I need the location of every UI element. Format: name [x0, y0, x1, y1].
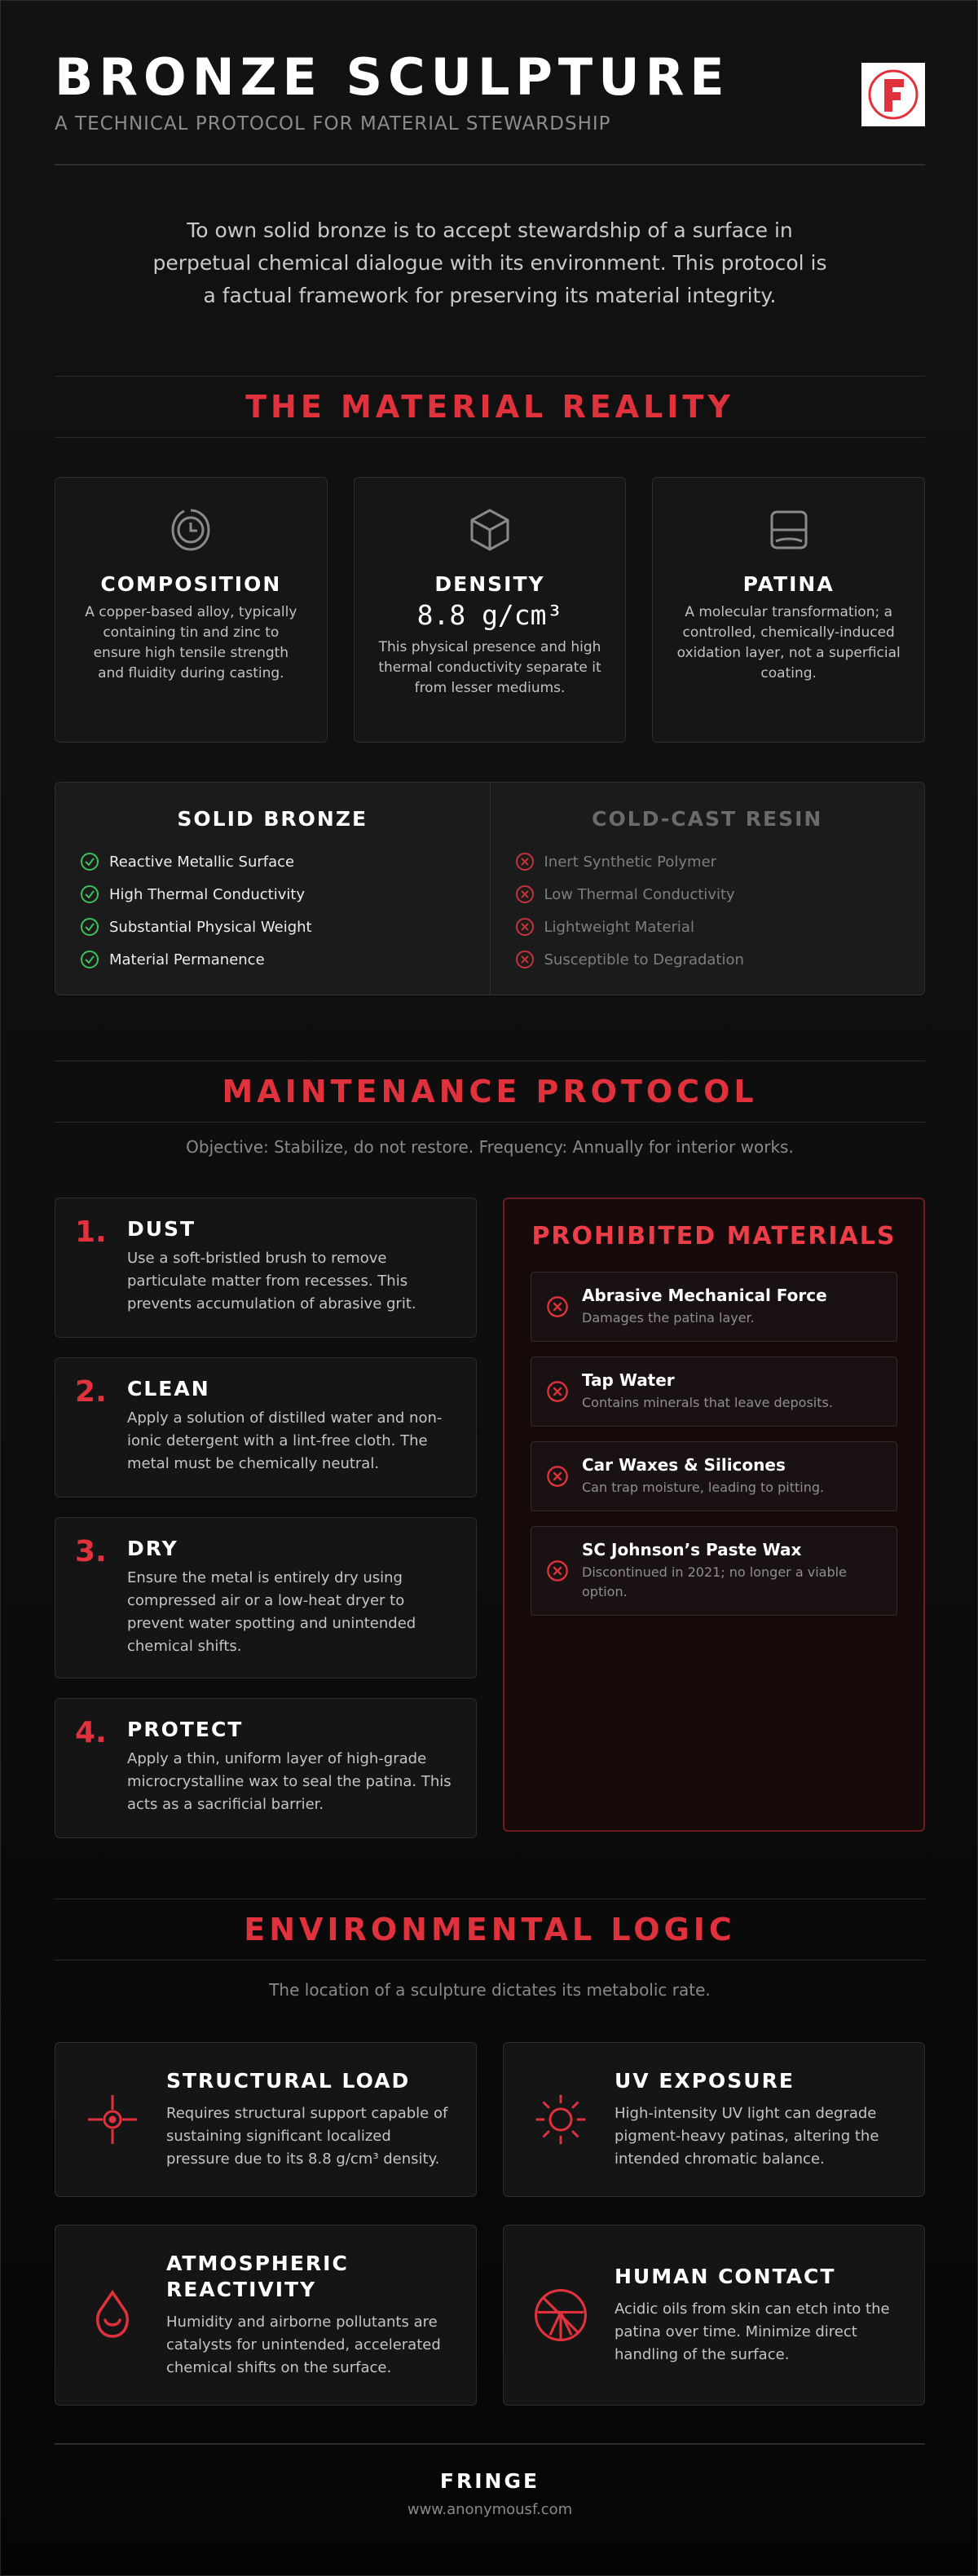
section-heading-material — [55, 376, 925, 438]
fringe-logo-icon — [861, 63, 925, 126]
footer-brand: FRINGE — [439, 2469, 540, 2493]
sun-icon — [533, 2092, 588, 2147]
step-text: Apply a solution of distilled water and non-ionic detergent with a lint-free cloth. The metal must be chemically neutral. — [127, 1409, 443, 1472]
check-circle-icon — [80, 917, 99, 937]
x-circle-icon — [546, 1465, 569, 1488]
env-card-uv-exposure — [503, 2042, 925, 2197]
env-card-structural-load — [55, 2042, 477, 2197]
page-header — [55, 48, 925, 165]
env-card-text: Acidic oils from skin can etch into the patina over time. Minimize direct handling of the surface. — [615, 2300, 890, 2363]
section-heading-environment — [55, 1899, 925, 1961]
list-item: Low Thermal Conductivity — [515, 878, 901, 911]
card-text: A copper-based alloy, typically containing tin and zinc to ensure high tensile strength and fluidity during casting. — [85, 604, 297, 681]
protocol-steps — [55, 1198, 477, 1858]
step-title: DRY — [127, 1537, 178, 1560]
check-circle-icon — [80, 852, 99, 871]
x-circle-icon — [546, 1295, 569, 1318]
step-card-dust — [55, 1198, 477, 1338]
page-title: BRONZE SCULPTURE — [55, 47, 730, 107]
column-title: COLD-CAST RESIN — [592, 807, 823, 831]
env-card-title: HUMAN CONTACT — [615, 2265, 836, 2288]
step-card-dry — [55, 1517, 477, 1678]
x-circle-icon — [515, 950, 535, 969]
env-card-atmospheric-reactivity — [55, 2225, 477, 2406]
card-density — [354, 477, 627, 743]
cube-icon — [377, 505, 603, 554]
density-value: 8.8 g/cm³ — [416, 599, 563, 631]
x-circle-icon — [515, 917, 535, 937]
no-touch-icon — [533, 2284, 588, 2346]
material-comparison — [55, 782, 925, 995]
step-text: Apply a thin, uniform layer of high-grade microcrystalline wax to seal the patina. This acts as a sacrificial barrier. — [127, 1750, 452, 1813]
section-title: ENVIRONMENTAL LOGIC — [244, 1912, 736, 1947]
step-number: 4. — [75, 1716, 107, 1749]
prohibited-item: Abrasive Mechanical Force Damages the patina layer. — [531, 1272, 897, 1342]
check-circle-icon — [80, 884, 99, 904]
panel-title: PROHIBITED MATERIALS — [531, 1222, 896, 1251]
step-card-protect — [55, 1698, 477, 1838]
step-number: 2. — [75, 1375, 107, 1409]
footer-url[interactable]: www.anonymousf.com — [407, 2501, 573, 2518]
card-title: PATINA — [742, 572, 835, 596]
x-circle-icon — [546, 1559, 569, 1582]
env-card-title: STRUCTURAL LOAD — [166, 2069, 411, 2093]
list-item: Reactive Metallic Surface — [80, 845, 465, 878]
page-footer — [55, 2443, 925, 2541]
prohibited-materials-panel — [503, 1198, 925, 1832]
env-card-human-contact — [503, 2225, 925, 2406]
step-title: PROTECT — [127, 1718, 244, 1741]
environment-cards — [55, 2042, 925, 2406]
list-item: Susceptible to Degradation — [515, 943, 901, 976]
solid-bronze-column — [55, 783, 490, 995]
page-subtitle: A TECHNICAL PROTOCOL FOR MATERIAL STEWARDSHIP — [55, 113, 611, 135]
x-circle-icon — [515, 884, 535, 904]
step-text: Use a soft-bristled brush to remove particulate matter from recesses. This prevents accumulation of abrasive grit. — [127, 1250, 416, 1312]
list-item: High Thermal Conductivity — [80, 878, 465, 911]
crosshair-icon — [85, 2092, 140, 2147]
environment-subtitle: The location of a sculpture dictates its metabolic rate. — [269, 1980, 711, 2000]
card-composition — [55, 477, 328, 743]
section-title: MAINTENANCE PROTOCOL — [222, 1074, 758, 1109]
step-title: DUST — [127, 1217, 196, 1241]
env-card-text: High-intensity UV light can degrade pigment-heavy patinas, altering the intended chromatic balance. — [615, 2105, 879, 2168]
section-title: THE MATERIAL REALITY — [245, 389, 734, 425]
card-patina — [652, 477, 925, 743]
section-heading-maintenance — [55, 1061, 925, 1123]
list-item: Substantial Physical Weight — [80, 911, 465, 943]
step-title: CLEAN — [127, 1377, 210, 1400]
env-card-text: Requires structural support capable of sustaining significant localized pressure due to its 8.8 g/cm³ density. — [166, 2105, 448, 2168]
card-title: DENSITY — [434, 572, 545, 596]
card-title: COMPOSITION — [100, 572, 282, 596]
step-card-clean — [55, 1357, 477, 1498]
x-circle-icon — [515, 852, 535, 871]
intro-text: To own solid bronze is to accept stewardship of a surface in perpetual chemical dialogue with its environment. This protocol is a factual framework for preserving its material integrity. — [152, 218, 827, 307]
env-card-text: Humidity and airborne pollutants are catalysts for unintended, accelerated chemical shifts on the surface. — [166, 2314, 441, 2376]
card-text: A molecular transformation; a controlled, chemically-induced oxidation layer, not a superficial coating. — [676, 604, 901, 681]
env-card-title: UV EXPOSURE — [615, 2069, 795, 2093]
prohibited-item: SC Johnson’s Paste Wax Discontinued in 2021; no longer a viable option. — [531, 1526, 897, 1616]
material-cards — [55, 477, 925, 743]
step-text: Ensure the metal is entirely dry using compressed air or a low-heat dryer to prevent water spotting and unintended chemical shifts. — [127, 1569, 416, 1655]
check-circle-icon — [80, 950, 99, 969]
cold-cast-resin-column — [490, 783, 925, 995]
column-title: SOLID BRONZE — [177, 807, 368, 831]
droplet-icon — [85, 2287, 140, 2343]
list-item: Material Permanence — [80, 943, 465, 976]
step-number: 1. — [75, 1215, 107, 1249]
list-item: Lightweight Material — [515, 911, 901, 943]
list-item: Inert Synthetic Polymer — [515, 845, 901, 878]
prohibited-item: Tap Water Contains minerals that leave deposits. — [531, 1356, 897, 1427]
step-number: 3. — [75, 1535, 107, 1568]
shield-clock-icon — [78, 505, 304, 554]
layer-box-icon — [676, 505, 901, 554]
env-card-title: ATMOSPHERIC REACTIVITY — [166, 2252, 349, 2301]
prohibited-item: Car Waxes & Silicones Can trap moisture, leading to pitting. — [531, 1441, 897, 1511]
x-circle-icon — [546, 1380, 569, 1403]
card-text: This physical presence and high thermal conductivity separate it from lesser mediums. — [378, 639, 601, 696]
maintenance-objective: Objective: Stabilize, do not restore. Frequency: Annually for interior works. — [186, 1137, 794, 1157]
